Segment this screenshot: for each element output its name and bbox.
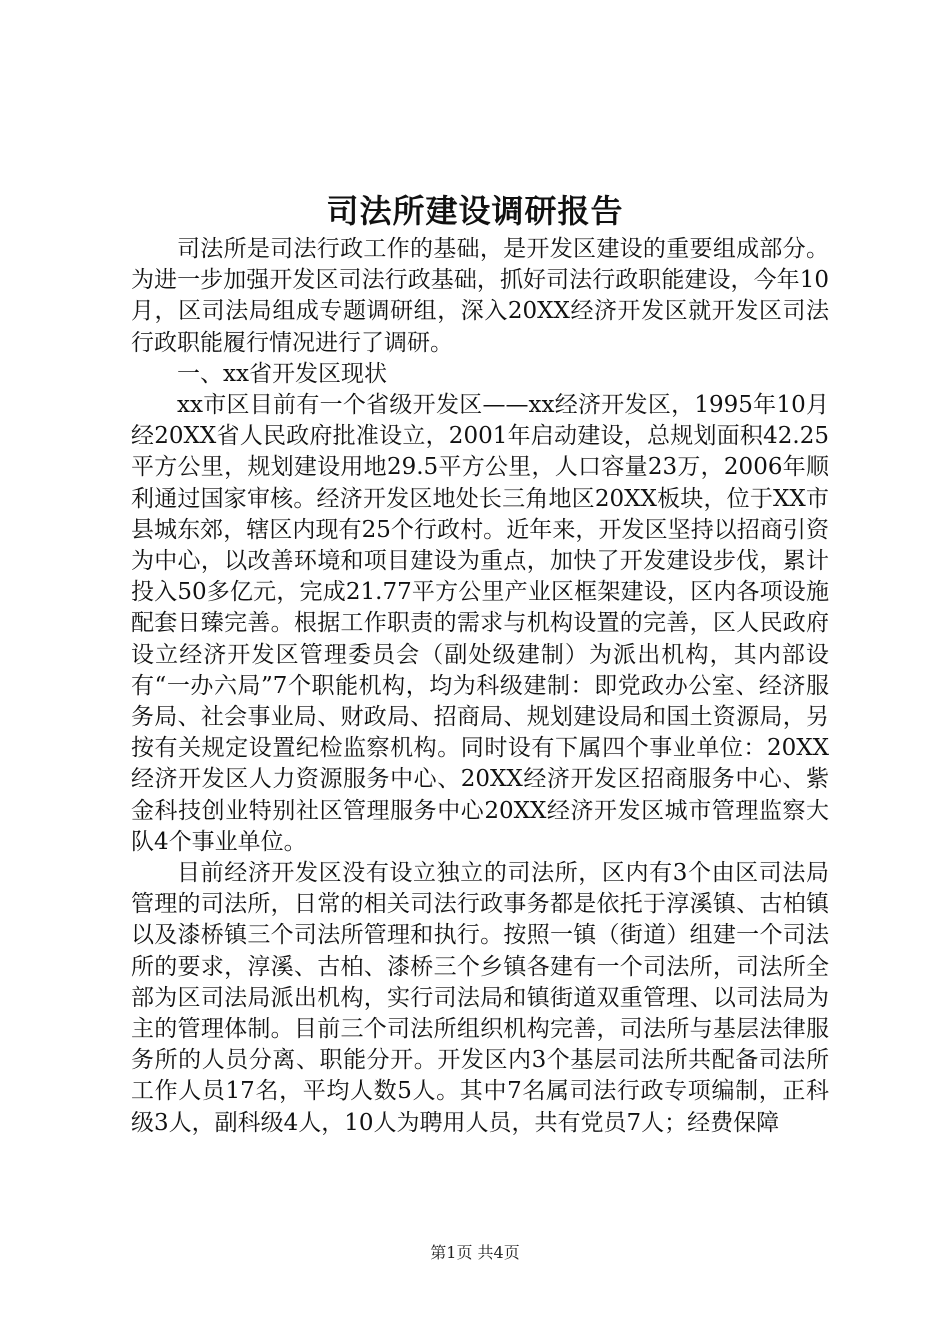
document-body: [131, 234, 829, 1139]
page-number: 第1页 共4页: [430, 1243, 520, 1262]
paragraph-overview: xx市区目前有一个省级开发区——xx经济开发区，1995年10月经20XX省人民政府批准设立，2001年启动建设，总规划面积42.25平方公里，规划建设用地29.5平方公里，人口容量23万，2006年顺利通过国家审核。经济开发区地处长三角地区20XX板块，位于XX市县城东郊，辖区内现有25个行政村。近年来，开发区坚持以招商引资为中心，以改善环境和项目建设为重点，加快了开发建设步伐，累计投入50多亿元，完成21.77平方公里产业区框架建设，区内各项设施配套日臻完善。根据工作职责的需求与机构设置的完善，区人民政府设立经济开发区管理委员会（副处级建制）为派出机构，其内部设有“一办六局”7个职能机构，均为科级建制：即党政办公室、经济服务局、社会事业局、财政局、招商局、规划建设局和国土资源局，另按有关规定设置纪检监察机构。同时设有下属四个事业单位：20XX经济开发区人力资源服务中心、20XX经济开发区招商服务中心、紫金科技创业特别社区管理服务中心20XX经济开发区城市管理监察大队4个事业单位。: [131, 392, 829, 855]
paragraph-intro: 司法所是司法行政工作的基础，是开发区建设的重要组成部分。为进一步加强开发区司法行政基础，抓好司法行政职能建设，今年10月，区司法局组成专题调研组，深入20XX经济开发区就开发区司法行政职能履行情况进行了调研。: [131, 236, 829, 356]
paragraph-judicial-offices: 目前经济开发区没有设立独立的司法所，区内有3个由区司法局管理的司法所，日常的相关司法行政事务都是依托于淳溪镇、古柏镇以及漆桥镇三个司法所管理和执行。按照一镇（街道）组建一个司法所的要求，淳溪、古柏、漆桥三个乡镇各建有一个司法所，司法所全部为区司法局派出机构，实行司法局和镇街道双重管理、以司法局为主的管理体制。目前三个司法所组织机构完善，司法所与基层法律服务所的人员分离、职能分开。开发区内3个基层司法所共配备司法所工作人员17名，平均人数5人。其中7名属司法行政专项编制，正科级3人，副科级4人，10人为聘用人员，共有党员7人；经费保障: [131, 860, 829, 1136]
document-title: 司法所建设调研报告: [326, 192, 624, 230]
section-heading: 一、xx省开发区现状: [177, 360, 387, 387]
